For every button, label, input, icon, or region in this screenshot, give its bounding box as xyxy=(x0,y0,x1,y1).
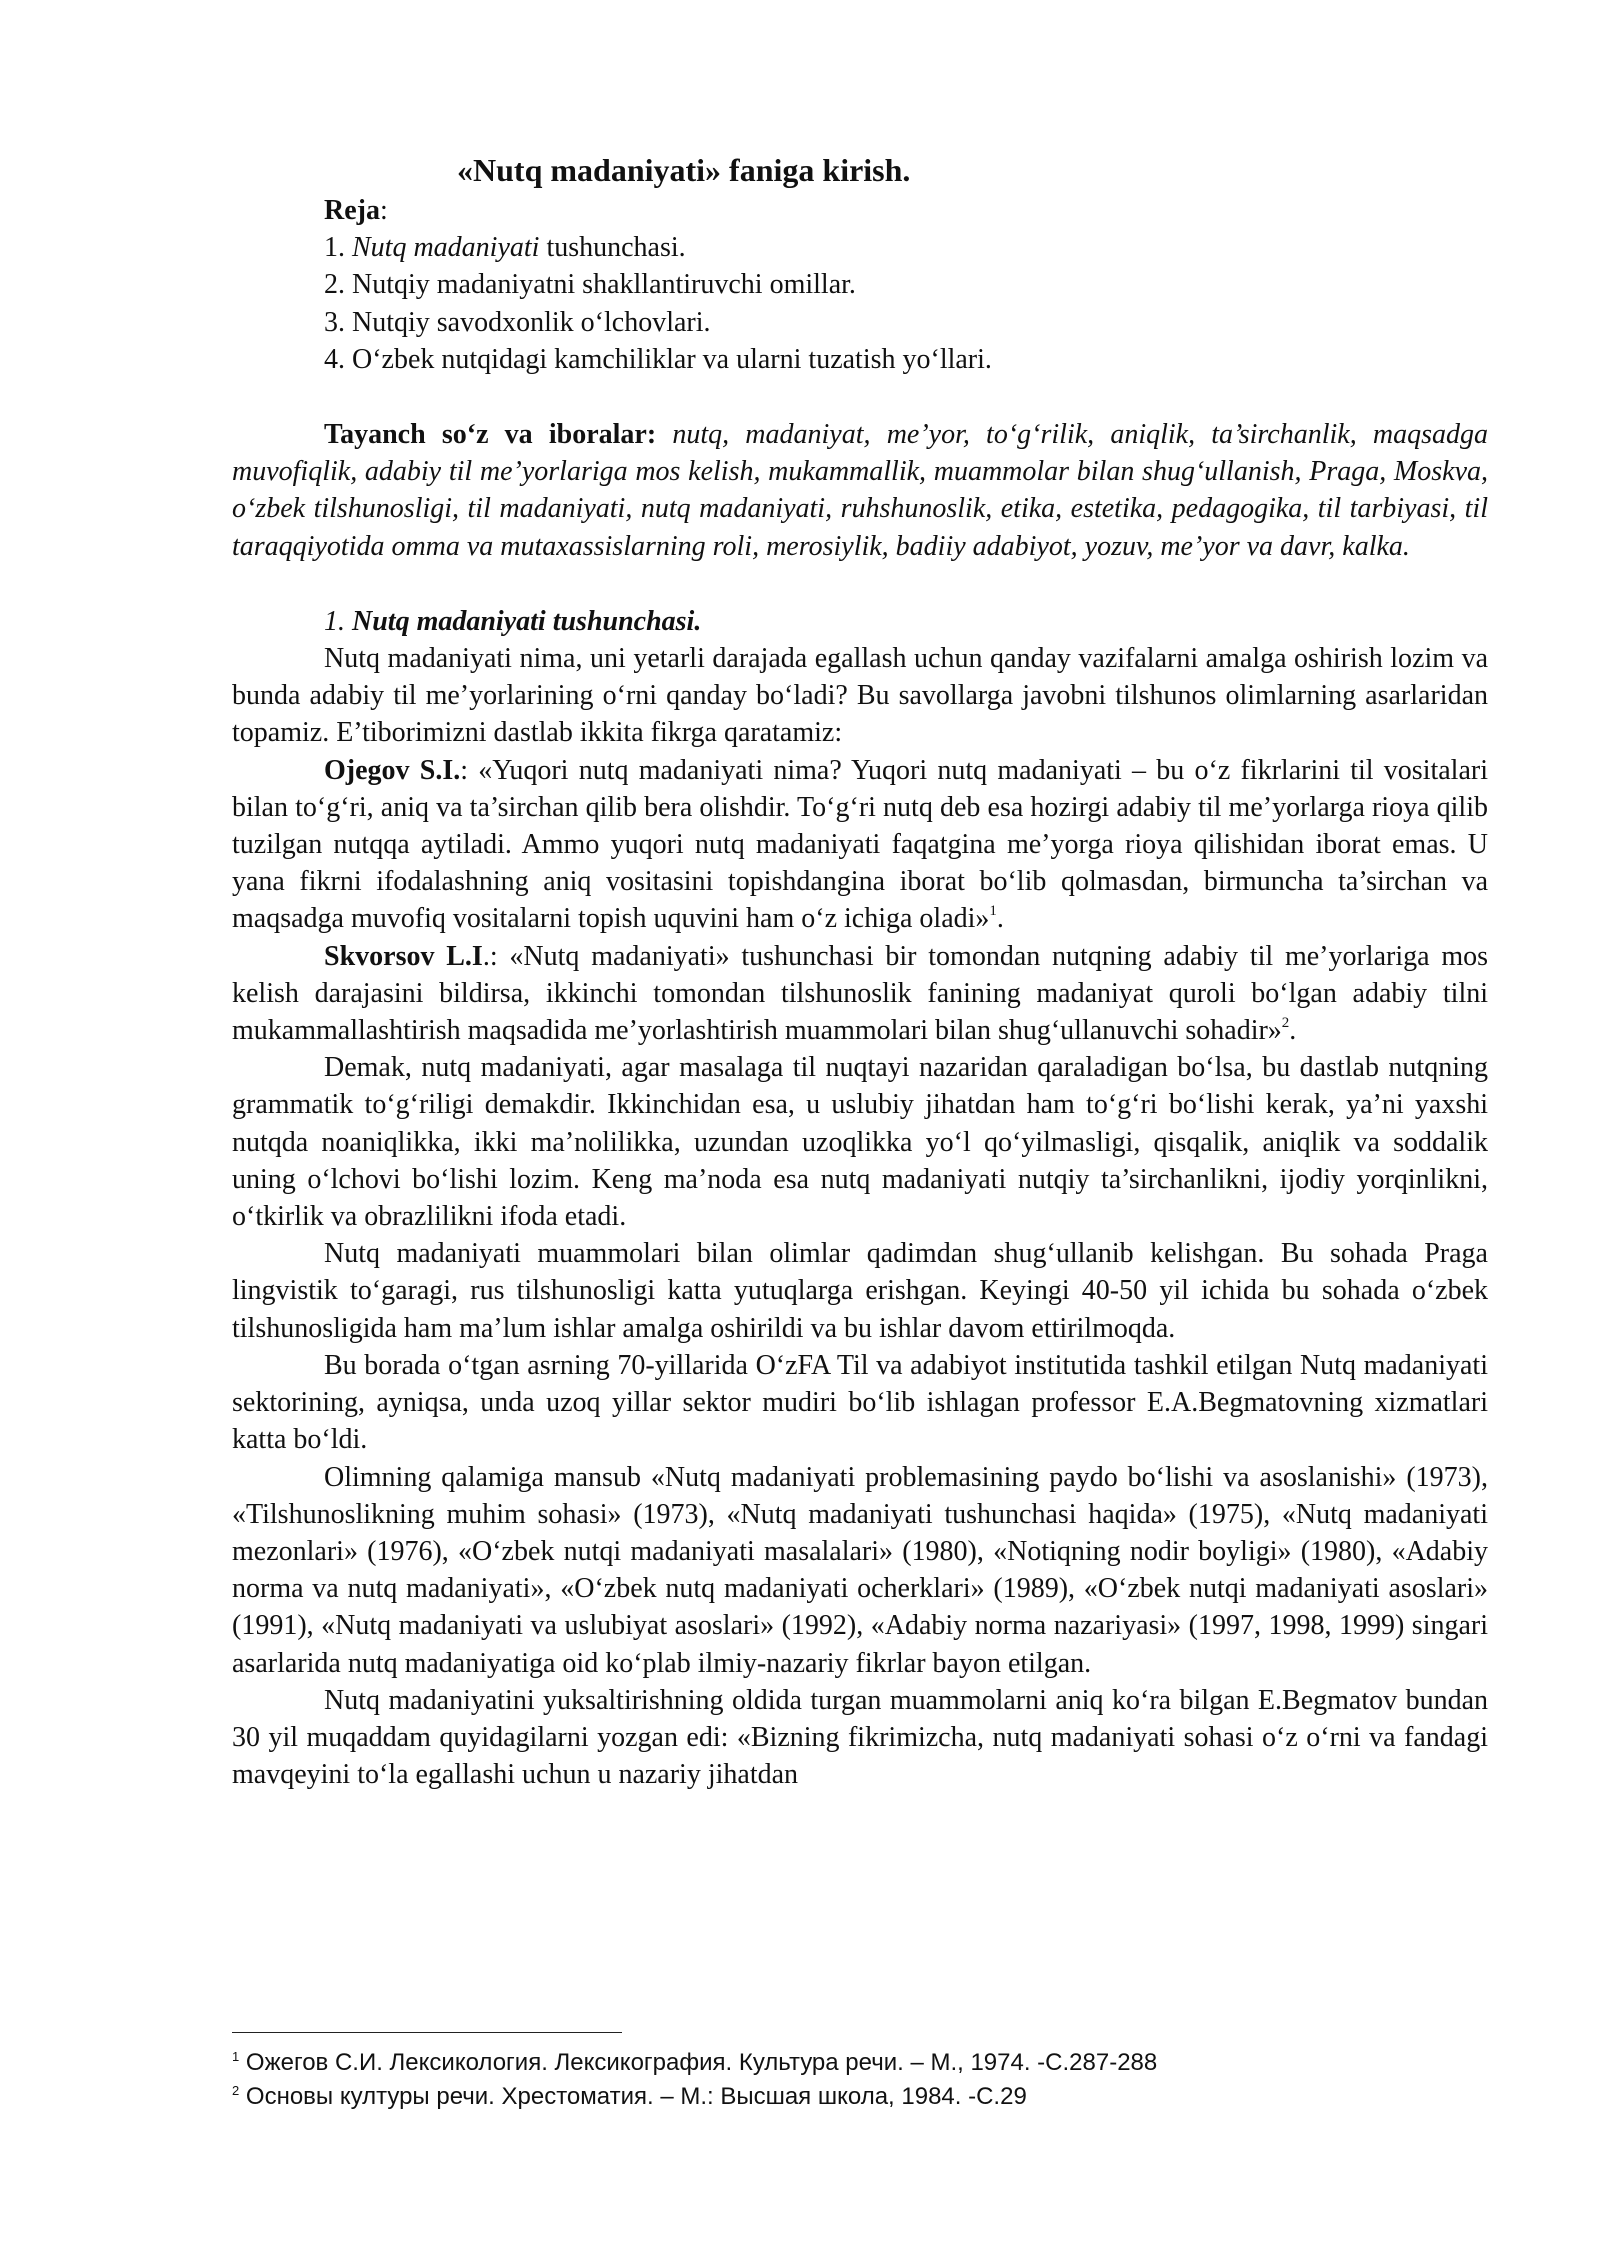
plan-block xyxy=(232,192,1488,378)
plan-item-text: O‘zbek nutqidagi kamchiliklar va ularni tuzatish yo‘llari. xyxy=(352,343,992,375)
paragraph-8: Nutq madaniyatini yuksaltirishning oldida turgan muammolarni aniq ko‘ra bilgan E.Begmatov bundan 30 yil muqaddam quyidagilarni yozgan edi: «Bizning fikrimizcha, nutq madaniyati sohasi o‘z o‘rni va fandagi mavqeyini to‘la egallashi uchun u nazariy jihatdan xyxy=(232,1684,1488,1791)
quote-ojegov: : «Yuqori nutq madaniyati nima? Yuqori nutq madaniyati – bu o‘z fikrlarini til vositalari bilan to‘g‘ri, aniq va ta’sirchan qilib bera olishdir. To‘g‘ri nutq deb esa hozirgi adabiy til me’yorlarga rioya qilib tuzilgan nutqqa aytiladi. Ammo yuqori nutq madaniyati faqatgina me’yorga rioya qilishidan iborat emas. U yana fikrni ifodalashning aniq vositasini topishdangina iborat bo‘lib qolmasdan, birmuncha ta’sirchan va maqsadga muvofiq vositalarni topish uquvini ham o‘z ichiga oladi» xyxy=(232,754,1488,935)
author-skvorsov: Skvorsov L.I xyxy=(324,940,483,972)
footnote-text: Ожегов С.И. Лексикология. Лексикография. Культура речи. – М., 1974. -С.287-288 xyxy=(239,2049,1158,2076)
footnote-1 xyxy=(232,2046,1488,2080)
paragraph-7: Olimning qalamiga mansub «Nutq madaniyati problemasining paydo bo‘lishi va asoslanishi» (1973), «Tilshunoslikning muhim sohasi» (1973), «Nutq madaniyati tushunchasi haqida» (1975), «Nutq madaniyati mezonlari» (1976), «O‘zbek nutqi madaniyati masalalari» (1980), «Notiqning nodir boyligi» (1980), «Adabiy norma va nutq madaniyati», «O‘zbek nutq madaniyati ocherklari» (1989), «O‘zbek nutqi madaniyati asoslari» (1991), «Nutq madaniyati va uslubiyat asoslari» (1992), «Adabiy norma nazariyasi» (1997, 1998, 1999) singari asarlarida nutq madaniyatiga oid ko‘plab ilmiy-nazariy fikrlar bayon etilgan. xyxy=(232,1461,1488,1679)
spacer xyxy=(232,565,1488,603)
keywords-label: Tayanch so‘z va iboralar: xyxy=(324,419,657,451)
section-title: Nutq madaniyati tushunchasi. xyxy=(352,605,702,637)
plan-colon: : xyxy=(379,195,388,226)
quote-skvorsov: .: «Nutq madaniyati» tushunchasi bir tomondan nutqning adabiy til me’yorlariga mos kelish darajasini bildirsa, ikkinchi tomondan tilshunoslik fanining madaniyat quroli bo‘lgan adabiy tilni mukammallashtirish maqsadida me’yorlashtirish muammolari bilan shug‘ullanuvchi sohadir» xyxy=(232,940,1489,1047)
plan-item-number: 2. xyxy=(324,269,352,301)
paragraph-1: Nutq madaniyati nima, uni yetarli darajada egallash uchun qanday vazifalarni amalga oshirish lozim va bunda adabiy til me’yorlarining o‘rni qanday bo‘ladi? Bu savollarga javobni tilshunos olimlarning asarlaridan topamiz. E’tiborimizni dastlab ikkita fikrga qaratamiz: xyxy=(232,643,1488,749)
document-body xyxy=(232,150,1488,1793)
plan-item-text: Nutqiy savodxonlik o‘lchovlari. xyxy=(352,306,711,338)
footnote-2 xyxy=(232,2080,1488,2114)
plan-item-2 xyxy=(324,266,1488,303)
plan-item-number: 1. xyxy=(324,232,352,264)
plan-item-number: 4. xyxy=(324,343,352,375)
plan-item-text: tushunchasi. xyxy=(539,232,686,264)
spacer xyxy=(232,378,1488,416)
plan-item-1 xyxy=(324,229,1488,266)
footnote-ref-2[interactable]: 2 xyxy=(1281,1015,1290,1032)
footnote-number: 1 xyxy=(232,2049,240,2064)
footnote-separator xyxy=(232,2032,622,2033)
plan-item-emphasis: Nutq madaniyati xyxy=(352,232,540,264)
section-number: 1. xyxy=(324,605,352,637)
footnote-text: Основы културы речи. Хрестоматия. – М.: Высшая школа, 1984. -С.29 xyxy=(239,2083,1027,2110)
plan-label: Reja xyxy=(324,195,380,226)
keywords-paragraph xyxy=(232,416,1488,565)
plan-item-number: 3. xyxy=(324,306,352,338)
plan-item-3 xyxy=(324,304,1488,341)
page-title: «Nutq madaniyati» faniga kirish. xyxy=(457,152,911,188)
paragraph-4: Demak, nutq madaniyati, agar masalaga til nuqtayi nazaridan qaraladigan bo‘lsa, bu dastlab nutqning grammatik to‘g‘riligi demakdir. Ikkinchidan esa, u uslubiy jihatdan ham to‘g‘ri bo‘lishi kerak, ya’ni yaxshi nutqda noaniqlikka, ikki ma’nolilikka, uzundan uzoqlikka yo‘l qo‘yilmasligi, qisqalik, aniqlik va soddalik uning o‘lchovi bo‘lishi lozim. Keng ma’noda esa nutq madaniyati nutqiy ta’sirchanlikni, ijodiy yorqinlikni, o‘tkirlik va obrazlilikni ifoda etadi. xyxy=(232,1052,1488,1233)
paragraph-skvorsov xyxy=(232,938,1488,1050)
plan-item-text: Nutqiy madaniyatni shakllantiruvchi omillar. xyxy=(352,269,856,301)
section-heading xyxy=(232,603,1488,640)
keywords-text: nutq, madaniyat, me’yor, to‘g‘rilik, aniqlik, ta’sirchanlik, maqsadga muvofiqlik, adabiy til me’yorlariga mos kelish, mukammallik, muammolar bilan shug‘ullanish, Praga, Moskva, o‘zbek tilshunosligi, til madaniyati, nutq madaniyati, ruhshunoslik, etika, estetika, pedagogika, til tarbiyasi, til taraqqiyotida omma va mutaxassislarning roli, merosiylik, badiiy adabiyot, yozuv, me’yor va davr, kalka. xyxy=(232,419,1489,562)
paragraph-6: Bu borada o‘tgan asrning 70-yillarida O‘zFA Til va adabiyot institutida tashkil etilgan Nutq madaniyati sektorining, ayniqsa, unda uzoq yillar sektor mudiri bo‘lib ishlagan professor E.A.Begmatovning xizmatlari katta bo‘ldi. xyxy=(232,1349,1488,1456)
footnotes xyxy=(232,2046,1488,2114)
footnote-number: 2 xyxy=(232,2083,240,2098)
sentence-end: . xyxy=(1289,1015,1297,1047)
paragraph-ojegov xyxy=(232,752,1488,938)
paragraph-5: Nutq madaniyati muammolari bilan olimlar qadimdan shug‘ullanib kelishgan. Bu sohada Praga lingvistik to‘garagi, rus tilshunosligi katta yutuqlarga erishgan. Keyingi 40-50 yil ichida bu sohada o‘zbek tilshunosligida ham ma’lum ishlar amalga oshirildi va bu ishlar davom ettirilmoqda. xyxy=(232,1238,1488,1344)
author-ojegov: Ojegov S.I. xyxy=(324,754,461,786)
sentence-end: . xyxy=(996,903,1004,935)
plan-item-4 xyxy=(324,341,1488,378)
footnote-ref-1[interactable]: 1 xyxy=(989,903,997,920)
plan-heading xyxy=(324,192,1488,229)
